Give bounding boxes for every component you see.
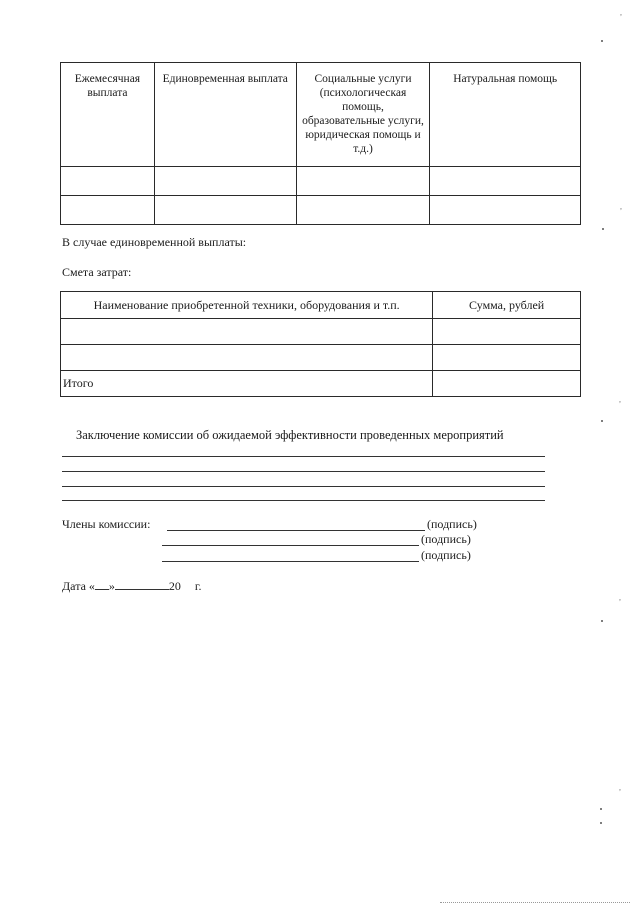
table-cell[interactable] bbox=[430, 196, 581, 225]
date-prefix: Дата « bbox=[62, 579, 95, 593]
table-cell[interactable] bbox=[61, 196, 155, 225]
signature-caption: (подпись) bbox=[421, 532, 471, 546]
signature-caption: (подпись) bbox=[421, 548, 471, 562]
date-middle: » bbox=[108, 579, 115, 593]
scan-mark: , bbox=[620, 8, 622, 17]
scan-edge bbox=[440, 902, 630, 903]
header-amount: Сумма, рублей bbox=[433, 292, 581, 319]
assistance-type-table bbox=[60, 62, 581, 225]
total-value[interactable] bbox=[433, 371, 581, 397]
scan-mark: , bbox=[620, 202, 622, 211]
table-cell[interactable] bbox=[430, 167, 581, 196]
signature-caption: (подпись) bbox=[427, 517, 477, 531]
table-header-row bbox=[61, 63, 581, 167]
header-social-services: Социальные услуги (психологическая помощь, образовательные услуги, юридическая помощь и т.д.) bbox=[296, 63, 430, 167]
total-row bbox=[61, 371, 581, 397]
conclusion-heading: Заключение комиссии об ожидаемой эффективности проведенных мероприятий bbox=[76, 428, 504, 442]
conclusion-line[interactable] bbox=[62, 471, 545, 472]
header-item-name: Наименование приобретенной техники, оборудования и т.п. bbox=[61, 292, 433, 319]
table-row bbox=[61, 319, 581, 345]
scan-mark: , bbox=[619, 783, 621, 792]
conclusion-line[interactable] bbox=[62, 456, 545, 457]
signature-line[interactable] bbox=[167, 530, 425, 531]
table-row bbox=[61, 196, 581, 225]
commission-members-label: Члены комиссии: bbox=[62, 517, 151, 531]
signature-line[interactable] bbox=[162, 545, 419, 546]
scan-speck bbox=[601, 620, 603, 622]
header-in-kind-assistance: Натуральная помощь bbox=[430, 63, 581, 167]
table-cell[interactable] bbox=[433, 319, 581, 345]
scan-mark: , bbox=[619, 395, 621, 404]
table-cell[interactable] bbox=[154, 167, 296, 196]
estimate-caption: Смета затрат: bbox=[62, 265, 132, 279]
table-row bbox=[61, 167, 581, 196]
signature-line[interactable] bbox=[162, 561, 419, 562]
table-cell[interactable] bbox=[154, 196, 296, 225]
table-cell[interactable] bbox=[433, 345, 581, 371]
table-cell[interactable] bbox=[61, 167, 155, 196]
cost-estimate-table bbox=[60, 291, 581, 397]
date-line bbox=[62, 577, 202, 594]
conclusion-line[interactable] bbox=[62, 486, 545, 487]
scan-speck bbox=[601, 420, 603, 422]
scan-speck bbox=[600, 808, 602, 810]
conclusion-line[interactable] bbox=[62, 500, 545, 501]
table-cell[interactable] bbox=[61, 345, 433, 371]
table-header-row bbox=[61, 292, 581, 319]
date-day-field[interactable] bbox=[95, 577, 109, 590]
scan-mark: , bbox=[619, 593, 621, 602]
header-lump-sum-payment: Единовременная выплата bbox=[154, 63, 296, 167]
total-label: Итого bbox=[61, 371, 433, 397]
table-cell[interactable] bbox=[296, 167, 430, 196]
table-row bbox=[61, 345, 581, 371]
date-suffix: г. bbox=[194, 579, 202, 593]
scan-speck bbox=[602, 228, 604, 230]
date-month-field[interactable] bbox=[115, 577, 169, 590]
date-year-prefix: 20 bbox=[168, 579, 181, 593]
lump-sum-caption: В случае единовременной выплаты: bbox=[62, 235, 247, 249]
scan-speck bbox=[600, 822, 602, 824]
table-cell[interactable] bbox=[296, 196, 430, 225]
header-monthly-payment: Ежемесячная выплата bbox=[61, 63, 155, 167]
scan-speck bbox=[601, 40, 603, 42]
table-cell[interactable] bbox=[61, 319, 433, 345]
